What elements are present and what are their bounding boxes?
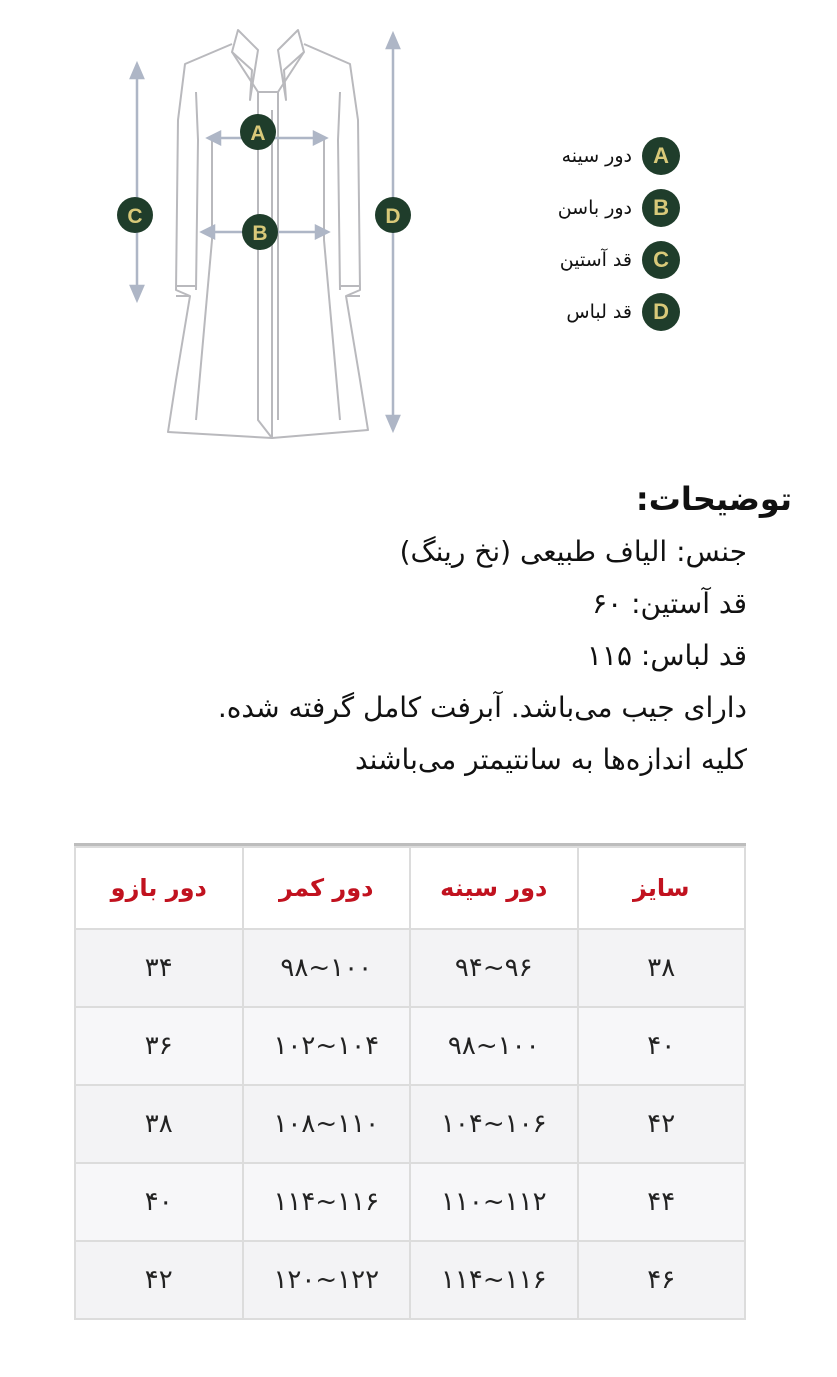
- description-sleeve-length: قد آستین: ۶۰: [592, 587, 747, 620]
- garment-diagram: [0, 0, 837, 460]
- size-table: [74, 846, 746, 1320]
- description-dress-length: قد لباس: ۱۱۵: [586, 639, 747, 672]
- cell-waist: ۱۱۶~۱۱۴: [243, 1163, 411, 1241]
- header-waist: دور کمر: [243, 847, 411, 929]
- cell-chest: ۱۰۶~۱۰۴: [410, 1085, 578, 1163]
- legend-badge-c: C: [642, 241, 680, 279]
- marker-d: [375, 197, 411, 233]
- cell-arm: ۳۶: [75, 1007, 243, 1085]
- legend-item-a: [500, 130, 680, 182]
- cell-size: ۴۶: [578, 1241, 746, 1319]
- header-size: سایز: [578, 847, 746, 929]
- legend-item-d: [500, 286, 680, 338]
- table-row: [75, 929, 745, 1007]
- cell-size: ۴۴: [578, 1163, 746, 1241]
- svg-text:B: B: [252, 222, 268, 245]
- product-description: [107, 480, 792, 786]
- legend-label-a: دور سینه: [561, 145, 632, 167]
- cell-size: ۴۰: [578, 1007, 746, 1085]
- header-chest: دور سینه: [410, 847, 578, 929]
- legend-badge-b: B: [642, 189, 680, 227]
- header-arm: دور بازو: [75, 847, 243, 929]
- table-row: [75, 1241, 745, 1319]
- cell-waist: ۱۰۰~۹۸: [243, 929, 411, 1007]
- legend-label-b: دور باسن: [557, 197, 632, 219]
- marker-c: [117, 197, 153, 233]
- description-material: جنس: الیاف طبیعی (نخ رینگ): [399, 535, 747, 568]
- cell-chest: ۱۱۲~۱۱۰: [410, 1163, 578, 1241]
- svg-text:A: A: [250, 122, 266, 145]
- table-row: [75, 1007, 745, 1085]
- measurement-legend: [500, 130, 680, 338]
- description-units-note: کلیه اندازه‌ها به سانتیمتر می‌باشند: [354, 743, 747, 776]
- legend-label-c: قد آستین: [559, 249, 632, 271]
- cell-waist: ۱۱۰~۱۰۸: [243, 1085, 411, 1163]
- cell-waist: ۱۲۲~۱۲۰: [243, 1241, 411, 1319]
- table-row: [75, 1163, 745, 1241]
- marker-a: [240, 114, 276, 150]
- cell-chest: ۹۶~۹۴: [410, 929, 578, 1007]
- legend-label-d: قد لباس: [566, 301, 632, 323]
- legend-badge-d: D: [642, 293, 680, 331]
- cell-arm: ۴۰: [75, 1163, 243, 1241]
- svg-text:C: C: [127, 205, 143, 228]
- cell-waist: ۱۰۴~۱۰۲: [243, 1007, 411, 1085]
- cell-arm: ۳۸: [75, 1085, 243, 1163]
- legend-badge-a: A: [642, 137, 680, 175]
- cell-chest: ۱۰۰~۹۸: [410, 1007, 578, 1085]
- description-title: توضیحات:: [635, 480, 792, 518]
- cell-chest: ۱۱۶~۱۱۴: [410, 1241, 578, 1319]
- table-row: [75, 1085, 745, 1163]
- cell-arm: ۳۴: [75, 929, 243, 1007]
- table-header-row: [75, 847, 745, 929]
- legend-item-b: [500, 182, 680, 234]
- svg-text:D: D: [385, 205, 401, 228]
- cell-size: ۳۸: [578, 929, 746, 1007]
- description-pocket-note: دارای جیب می‌باشد. آبرفت کامل گرفته شده.: [217, 691, 747, 724]
- cell-size: ۴۲: [578, 1085, 746, 1163]
- legend-item-c: [500, 234, 680, 286]
- cell-arm: ۴۲: [75, 1241, 243, 1319]
- marker-b: [242, 214, 278, 250]
